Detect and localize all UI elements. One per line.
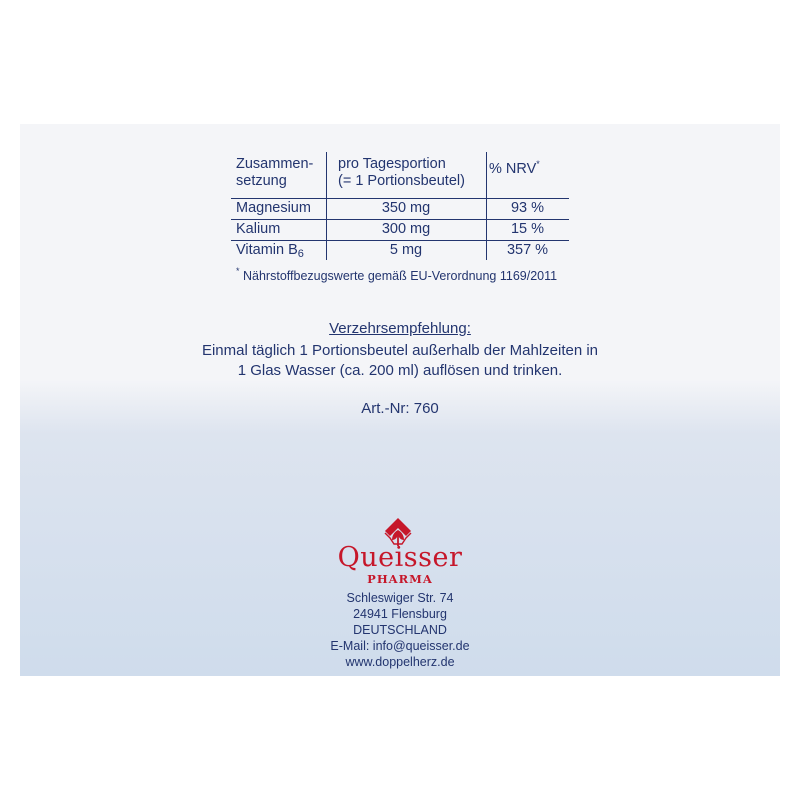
nutrition-table xyxy=(231,152,569,283)
table-row xyxy=(231,240,569,261)
table-row xyxy=(231,198,569,219)
address-website: www.doppelherz.de xyxy=(345,655,455,669)
nutrient-name: Magnesium xyxy=(236,200,311,216)
header-nrv-label: % NRV xyxy=(489,161,537,177)
header-per-portion-line1: pro Tagesportion xyxy=(338,156,446,172)
brand-logo xyxy=(334,516,466,586)
nutrient-name-text: Vitamin B xyxy=(236,242,298,258)
header-nrv xyxy=(489,156,540,178)
recommendation-line1: Einmal täglich 1 Portionsbeutel außerhalb der Mahlzeiten in xyxy=(201,342,599,359)
nutrient-amount: 5 mg xyxy=(389,242,423,258)
address-email: E-Mail: info@queisser.de xyxy=(330,639,470,653)
nutrient-name-subscript: 6 xyxy=(297,248,304,260)
article-number: Art.-Nr: 760 xyxy=(361,400,439,417)
nutrient-amount: 350 mg xyxy=(381,200,431,216)
table-row xyxy=(231,219,569,240)
recommendation-line2: 1 Glas Wasser (ca. 200 ml) auflösen und trinken. xyxy=(237,362,563,379)
brand-subtitle: PHARMA xyxy=(367,572,433,586)
header-composition-line2: setzung xyxy=(236,173,287,189)
address-street: Schleswiger Str. 74 xyxy=(346,591,454,605)
nutrient-nrv: 15 % xyxy=(510,221,545,237)
nutrient-amount: 300 mg xyxy=(381,221,431,237)
header-nrv-mark: * xyxy=(536,159,540,169)
nutrient-nrv: 93 % xyxy=(510,200,545,216)
table-header xyxy=(231,152,569,198)
nutrient-name xyxy=(236,240,304,265)
footnote-mark: * xyxy=(236,266,240,276)
recommendation-title: Verzehrsempfehlung: xyxy=(329,320,471,337)
header-per-portion xyxy=(338,156,465,190)
header-per-portion-line2: (= 1 Portionsbeutel) xyxy=(338,173,465,189)
address-country: DEUTSCHLAND xyxy=(353,623,447,637)
header-composition-line1: Zusammen- xyxy=(236,156,314,172)
nutrient-name: Kalium xyxy=(236,221,281,237)
nutrient-nrv: 357 % xyxy=(506,242,549,258)
brand-name: Queisser xyxy=(337,542,463,573)
address-city: 24941 Flensburg xyxy=(353,607,447,621)
footnote-text: Nährstoffbezugswerte gemäß EU-Verordnung 1169/2011 xyxy=(243,269,558,283)
header-composition xyxy=(236,156,313,190)
table-footnote xyxy=(236,266,557,283)
